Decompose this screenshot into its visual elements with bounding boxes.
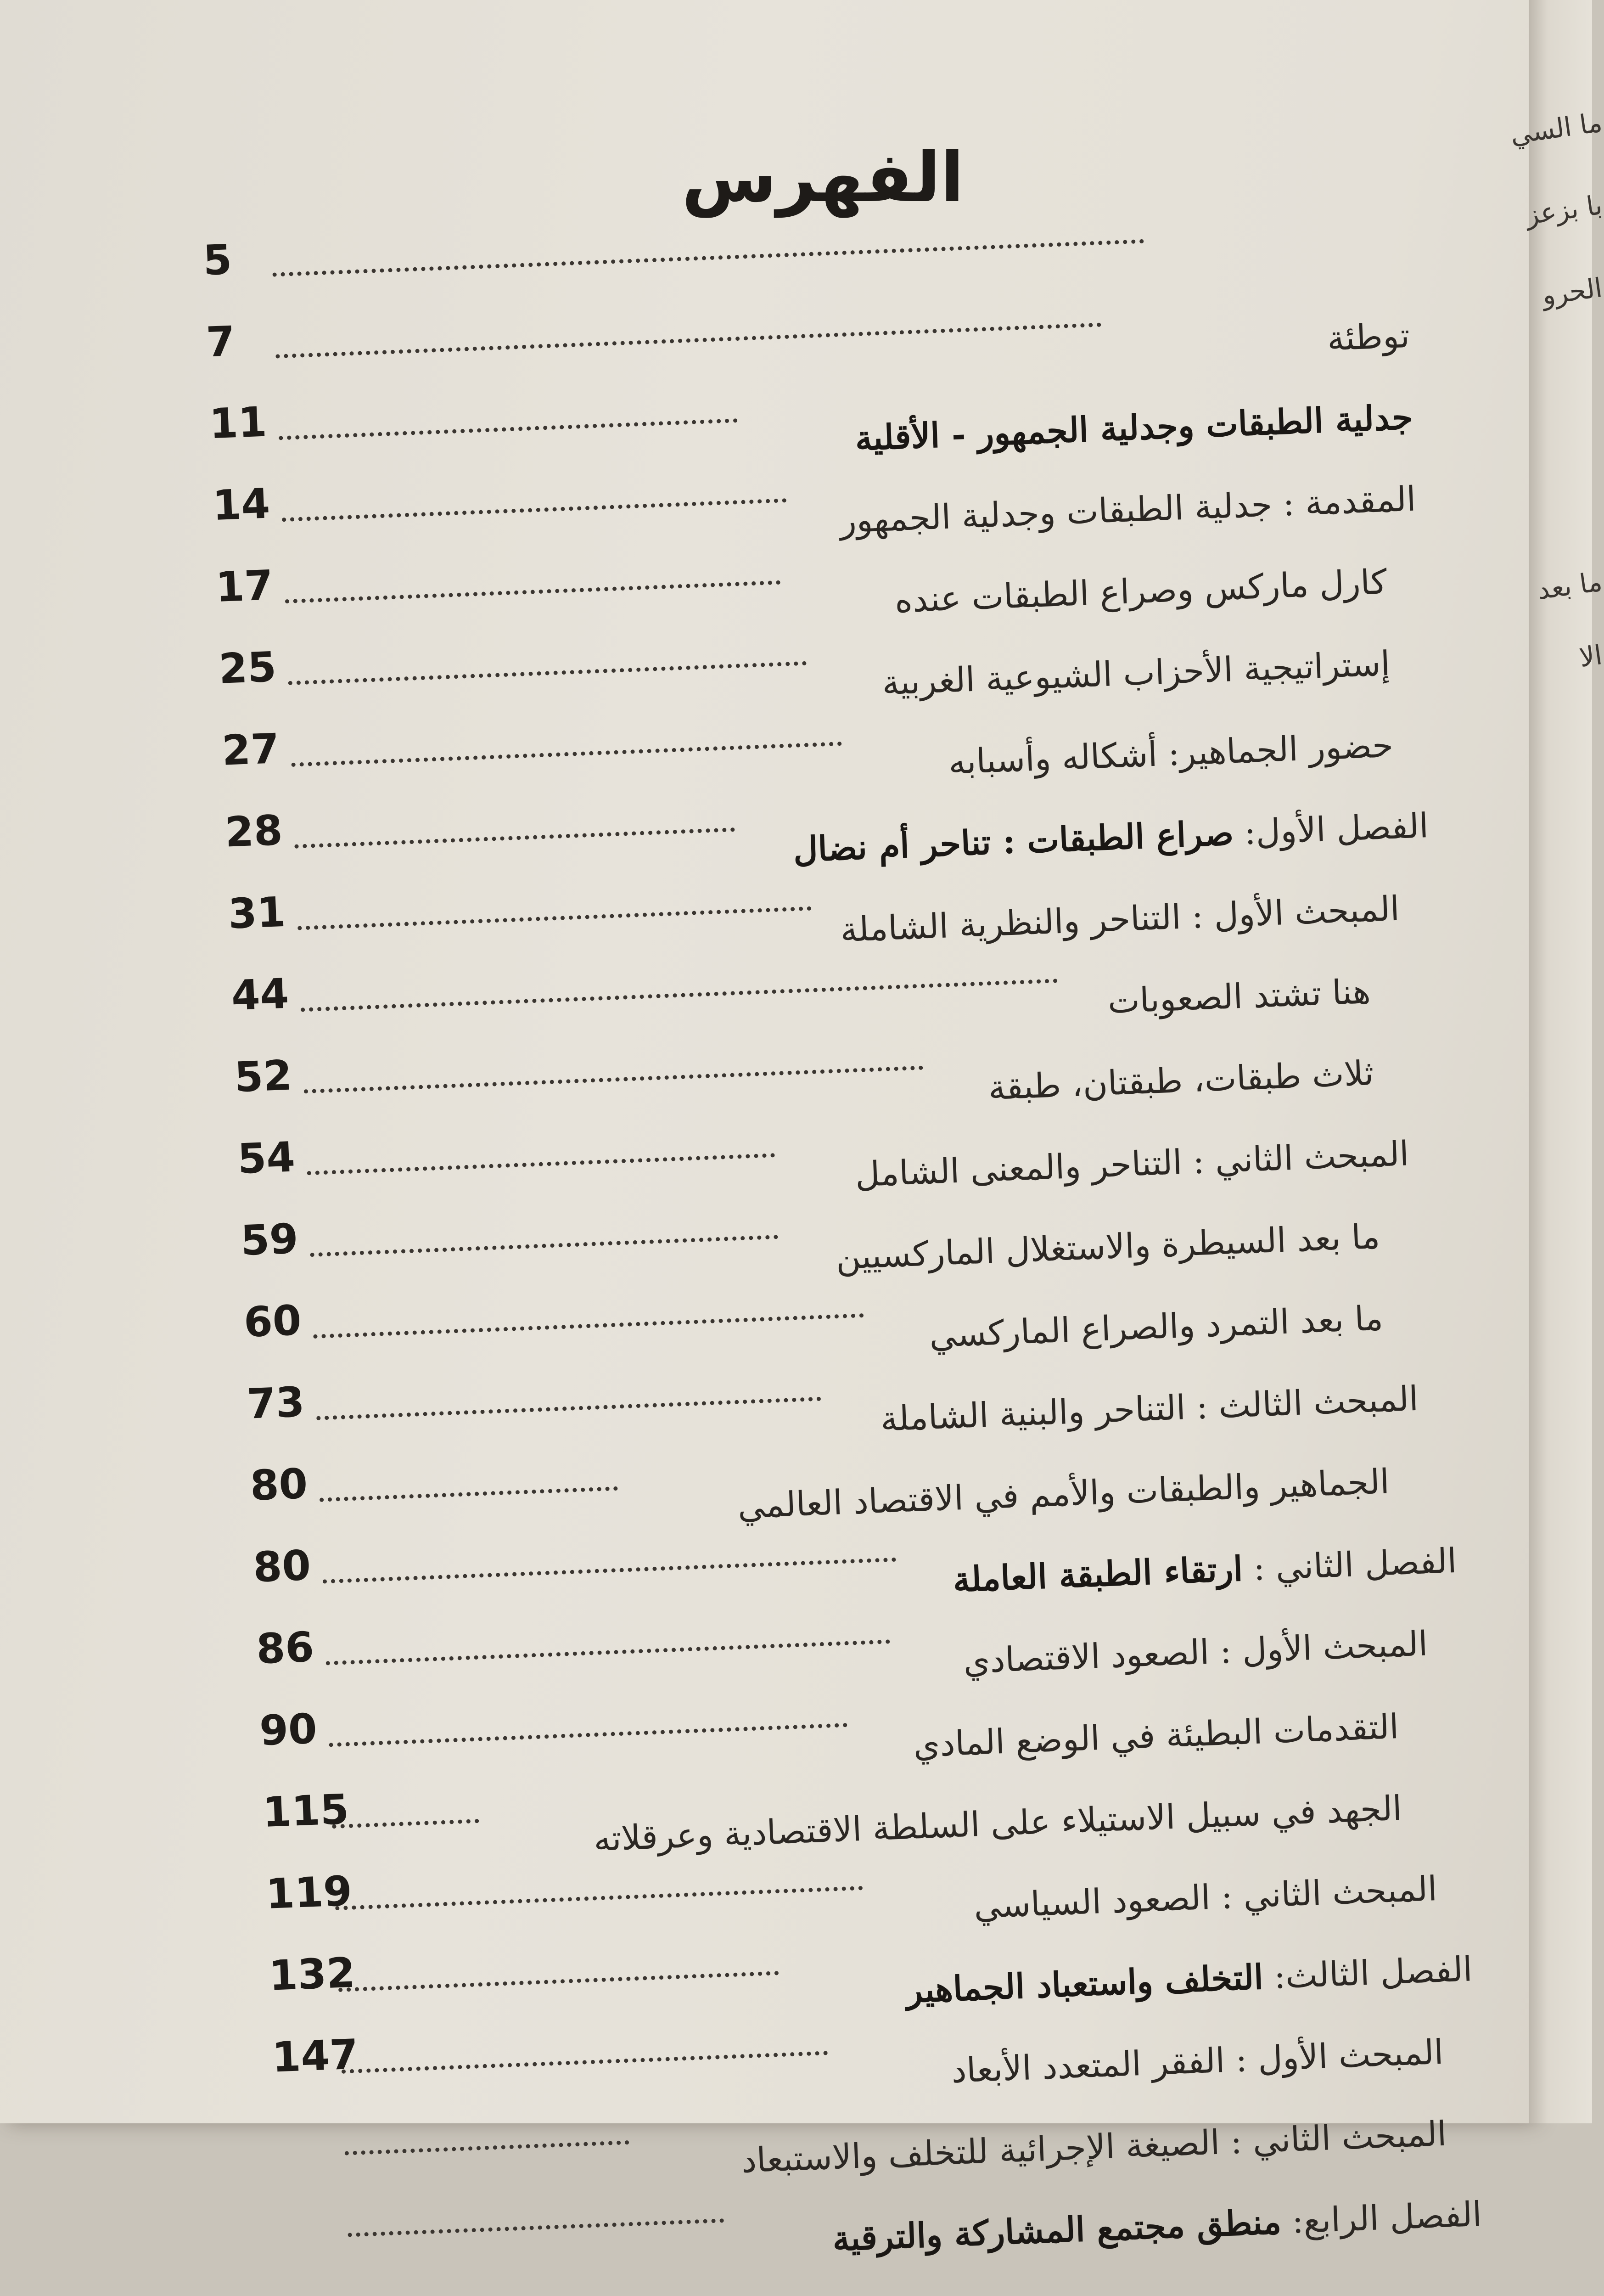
adjacent-page-text: ما بعد [1535, 565, 1604, 606]
page-title: الفهرس [681, 138, 964, 218]
toc-page-number: 5 [202, 236, 233, 285]
toc-label: الفصل الأول: صراع الطبقات : تناحر أم نضال [792, 806, 1430, 870]
toc-label: المبحث الثاني : الصعود السياسي [973, 1869, 1438, 1926]
toc-page-number: 80 [252, 1541, 312, 1592]
adjacent-page-text: ما السي [1508, 106, 1604, 151]
toc-page-number: 73 [246, 1378, 306, 1429]
toc-page-number: 7 [205, 317, 236, 367]
leader-dots [272, 221, 1144, 277]
toc-label: الجهد في سبيل الاستيلاء على السلطة الاقتصادية وعرقلاته [593, 1788, 1403, 1859]
toc-page-number: 115 [262, 1785, 350, 1837]
toc-label: المبحث الأول : التناحر والنظرية الشاملة [839, 889, 1401, 950]
toc-page-number: 60 [243, 1296, 303, 1347]
toc-page-number: 44 [230, 969, 290, 1020]
toc-label: الفصل الثاني : ارتقاء الطبقة العاملة [952, 1541, 1458, 1600]
toc-page-number: 132 [268, 1948, 356, 2000]
toc-page-number: 25 [218, 643, 277, 693]
toc-page-number: 28 [224, 806, 284, 857]
toc-label: الفصل الرابع: منطق مجتمع المشاركة والترقية [831, 2194, 1483, 2259]
adjacent-page-text: الحرو [1540, 271, 1604, 311]
toc-page-number: 52 [233, 1051, 293, 1102]
toc-label: حضور الجماهير: أشكاله وأسبابه [948, 725, 1394, 782]
toc-label: المقدمة : جدلية الطبقات وجدلية الجمهور [839, 479, 1417, 541]
toc-label: التقدمات البطيئة في الوضع المادي [912, 1706, 1400, 1765]
toc-page-number: 90 [258, 1705, 318, 1756]
toc-page-number: 86 [255, 1623, 315, 1674]
toc-page-number: 147 [271, 2030, 359, 2082]
toc-label: كارل ماركس وصراع الطبقات عنده [894, 562, 1388, 621]
toc-page-number: 31 [227, 888, 287, 939]
toc-label: توطئة [1326, 315, 1411, 359]
toc-page-number: 80 [249, 1459, 309, 1510]
toc-label: المبحث الثالث : التناحر والبنية الشاملة [880, 1379, 1419, 1439]
toc-page-number: 27 [221, 725, 280, 775]
toc-page-number: 119 [265, 1867, 353, 1919]
toc-label: إستراتيجية الأحزاب الشيوعية الغربية [881, 643, 1391, 703]
toc-page-number: 54 [236, 1133, 296, 1184]
toc-page-number: 59 [240, 1215, 299, 1265]
toc-label: ثلاث طبقات، طبقتان، طبقة [987, 1053, 1374, 1108]
toc-label: هنا تشتد الصعوبات [1107, 972, 1372, 1022]
toc-label: ما بعد التمرد والصراع الماركسي [928, 1298, 1384, 1356]
table-of-contents [203, 209, 1483, 2296]
toc-label: الجماهير والطبقات والأمم في الاقتصاد العالمي [737, 1462, 1391, 1526]
leader-dots [331, 1801, 479, 1829]
toc-page-number: 14 [211, 479, 271, 530]
toc-label: المبحث الثاني : التناحر والمعنى الشامل [854, 1134, 1410, 1195]
toc-label: ما بعد السيطرة والاستغلال الماركسيين [835, 1216, 1381, 1277]
toc-label: المبحث الأول : الصعود الاقتصادي [962, 1624, 1429, 1682]
toc-page-number: 17 [214, 561, 274, 612]
adjacent-page-text: با بزعز [1524, 189, 1604, 231]
toc-label: الفصل الثالث: التخلف واستعباد الجماهير [905, 1949, 1473, 2011]
toc-page-number: 11 [208, 398, 268, 449]
adjacent-page-text: الا [1577, 639, 1604, 674]
toc-label: جدلية الطبقات وجدلية الجمهور - الأقلية [854, 397, 1414, 459]
toc-label: المبحث الثاني : الصيغة الإجرائية للتخلف والاستبعاد [740, 2114, 1447, 2181]
adjacent-page-edge [1508, 0, 1604, 2123]
toc-label: المبحث الأول : الفقر المتعدد الأبعاد [950, 2032, 1444, 2091]
